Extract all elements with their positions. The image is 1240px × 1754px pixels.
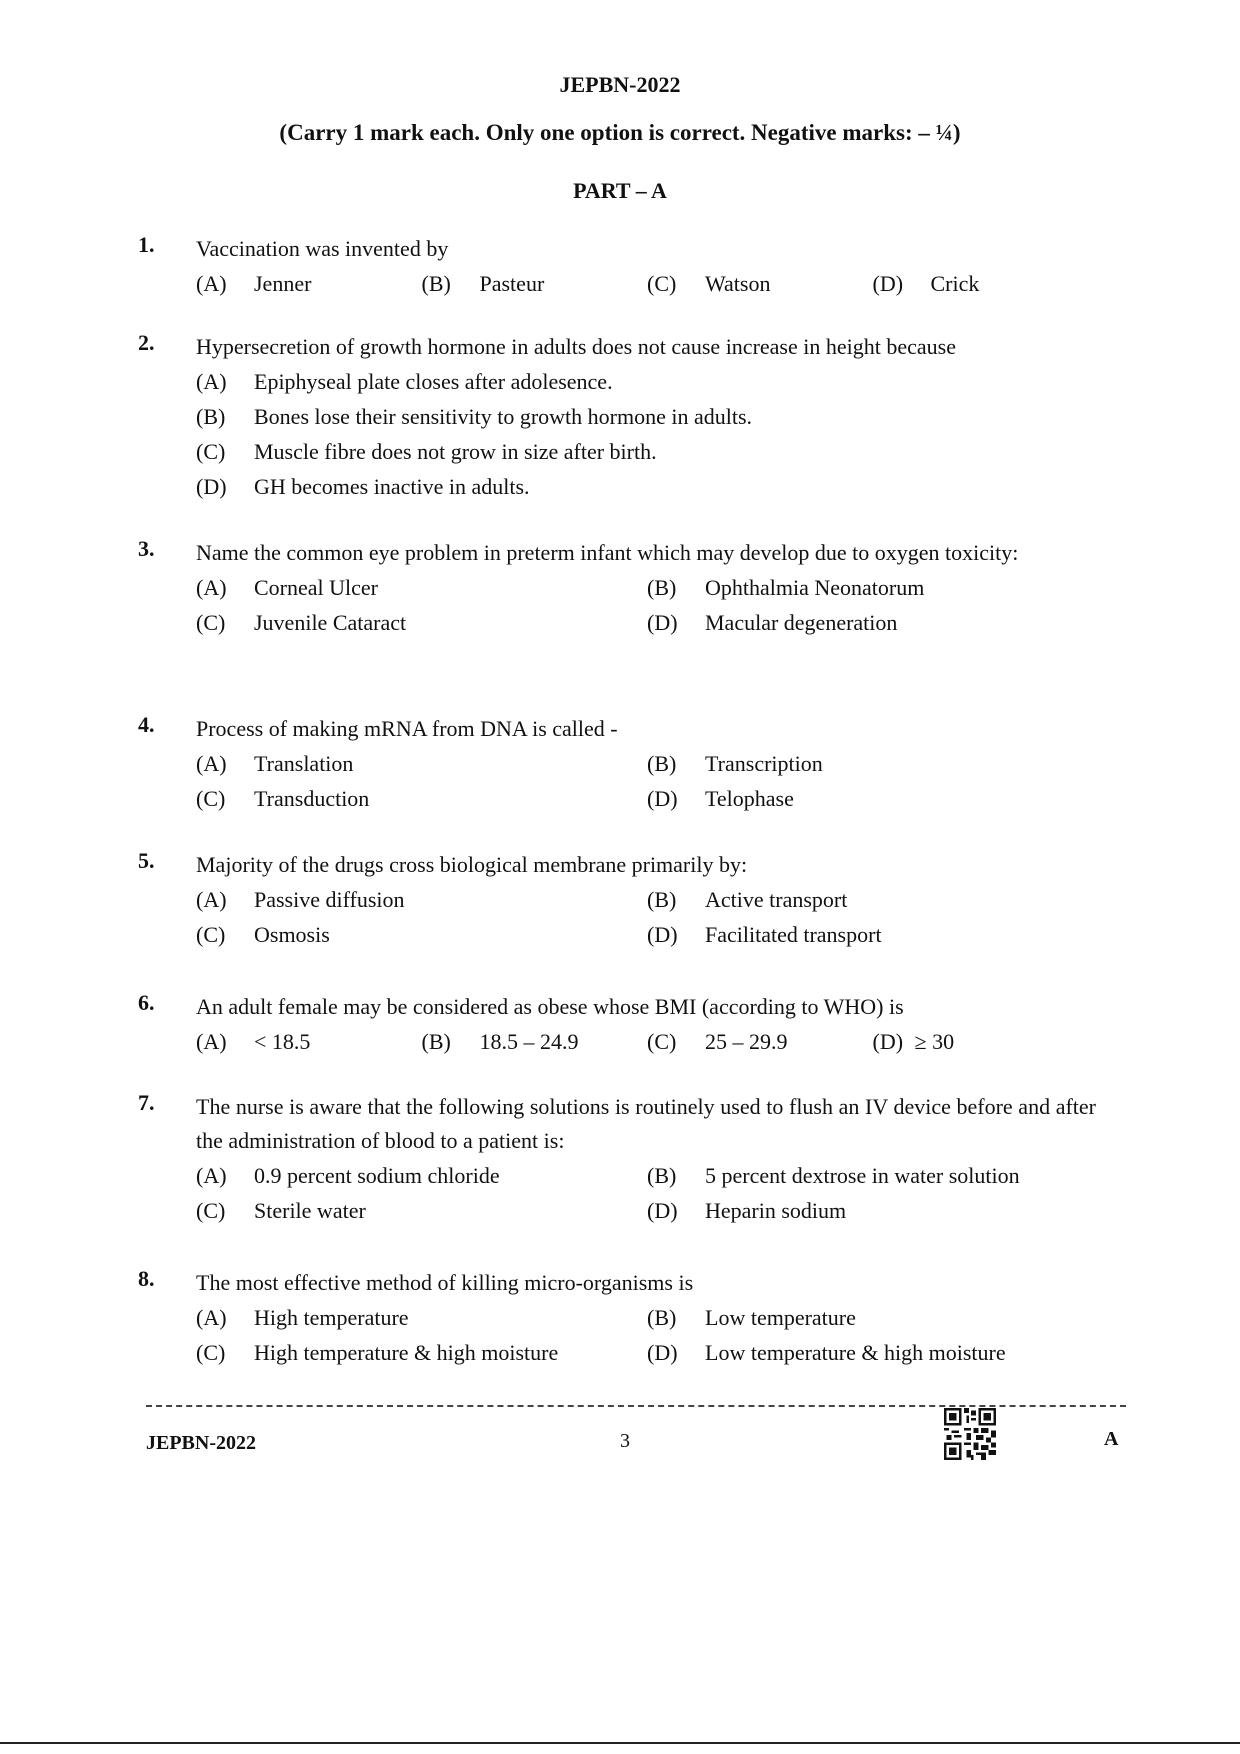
question-number: 6. <box>138 990 155 1015</box>
option-d[interactable] <box>647 1193 1098 1228</box>
option-label: (B) <box>647 751 677 776</box>
option-label: (A) <box>196 887 227 912</box>
option-text: High temperature <box>254 1305 409 1330</box>
question-2 <box>138 330 1098 504</box>
option-label: (C) <box>196 439 226 464</box>
question-3 <box>138 536 1098 640</box>
option-a[interactable] <box>196 570 647 605</box>
option-text: Ophthalmia Neonatorum <box>705 575 925 600</box>
question-6 <box>138 990 1098 1059</box>
question-text: Hypersecretion of growth hormone in adults does not cause increase in height because <box>196 334 956 359</box>
question-text: Majority of the drugs cross biological membrane primarily by: <box>196 852 748 877</box>
question-number: 8. <box>138 1266 155 1291</box>
option-label: (C) <box>196 786 226 811</box>
option-label: (B) <box>647 575 677 600</box>
option-a[interactable] <box>196 746 647 781</box>
option-text: 18.5 – 24.9 <box>479 1029 579 1054</box>
question-text: The most effective method of killing micro-organisms is <box>196 1270 694 1295</box>
option-text: Transduction <box>254 786 370 811</box>
option-text: 5 percent dextrose in water solution <box>705 1163 1020 1188</box>
option-label: (D) <box>647 786 678 811</box>
option-b[interactable] <box>647 882 1098 917</box>
option-c[interactable] <box>647 266 873 301</box>
option-label: (B) <box>421 1029 451 1054</box>
option-text: 25 – 29.9 <box>705 1029 788 1054</box>
option-text: Transcription <box>705 751 823 776</box>
page-number: 3 <box>620 1430 630 1452</box>
option-text: < 18.5 <box>254 1029 311 1054</box>
option-text: Corneal Ulcer <box>254 575 378 600</box>
question-1 <box>138 232 1098 301</box>
page-bottom-border <box>0 1742 1240 1744</box>
option-label: (B) <box>647 887 677 912</box>
option-text: Jenner <box>254 271 312 296</box>
option-text: Sterile water <box>254 1198 366 1223</box>
option-label: (D) <box>647 1340 678 1365</box>
option-d[interactable] <box>873 1024 1099 1059</box>
option-label: (B) <box>647 1305 677 1330</box>
option-b[interactable] <box>647 1158 1098 1193</box>
option-label: (D) <box>872 1029 904 1054</box>
option-label: (C) <box>196 922 226 947</box>
option-label: (D) <box>647 1198 678 1223</box>
option-text: Active transport <box>705 887 848 912</box>
option-b[interactable] <box>647 1300 1098 1335</box>
option-text: Low temperature & high moisture <box>705 1340 1006 1365</box>
option-text: High temperature & high moisture <box>254 1340 559 1365</box>
option-label: (C) <box>196 610 226 635</box>
option-b[interactable] <box>196 399 1076 434</box>
option-d[interactable] <box>647 1335 1098 1370</box>
question-4 <box>138 712 1098 816</box>
option-label: (A) <box>196 575 227 600</box>
option-a[interactable] <box>196 1024 422 1059</box>
option-text: Juvenile Cataract <box>254 610 407 635</box>
option-text: Facilitated transport <box>705 922 882 947</box>
option-c[interactable] <box>196 781 647 816</box>
option-label: (D) <box>872 271 904 296</box>
option-text: Muscle fibre does not grow in size after birth. <box>254 439 657 464</box>
option-b[interactable] <box>647 746 1098 781</box>
option-label: (B) <box>196 404 226 429</box>
option-text: Epiphyseal plate closes after adolesence. <box>254 369 613 394</box>
option-label: (D) <box>196 474 227 499</box>
footer-divider <box>146 1405 1126 1407</box>
option-text: Heparin sodium <box>705 1198 847 1223</box>
option-label: (D) <box>647 610 678 635</box>
question-text: Vaccination was invented by <box>196 236 449 261</box>
option-a[interactable] <box>196 1158 647 1193</box>
option-label: (A) <box>196 1305 227 1330</box>
part-heading: PART – A <box>573 178 667 203</box>
question-text: Name the common eye problem in preterm infant which may develop due to oxygen toxicity: <box>196 540 1019 565</box>
question-number: 2. <box>138 330 155 355</box>
question-number: 5. <box>138 848 155 873</box>
option-text: Passive diffusion <box>254 887 405 912</box>
option-label: (C) <box>196 1198 226 1223</box>
option-label: (D) <box>647 922 678 947</box>
option-a[interactable] <box>196 882 647 917</box>
option-label: (B) <box>647 1163 677 1188</box>
footer-exam-code: JEPBN-2022 <box>146 1432 256 1454</box>
question-number: 4. <box>138 712 155 737</box>
option-text: GH becomes inactive in adults. <box>254 474 530 499</box>
question-number: 1. <box>138 232 155 257</box>
option-d[interactable] <box>647 917 1098 952</box>
option-label: (A) <box>196 1029 227 1054</box>
question-set-code: A <box>1104 1428 1119 1450</box>
exam-code-heading: JEPBN-2022 <box>559 72 681 97</box>
option-b[interactable] <box>422 266 648 301</box>
option-text: Pasteur <box>479 271 545 296</box>
option-text: Osmosis <box>254 922 330 947</box>
option-label: (C) <box>196 1340 226 1365</box>
option-c[interactable] <box>647 1024 873 1059</box>
option-d[interactable] <box>196 469 1076 504</box>
option-label: (A) <box>196 369 227 394</box>
option-c[interactable] <box>196 1335 647 1370</box>
option-d[interactable] <box>647 781 1098 816</box>
qr-code-icon <box>944 1408 996 1460</box>
option-c[interactable] <box>196 605 647 640</box>
option-text: Crick <box>930 271 980 296</box>
option-d[interactable] <box>647 605 1098 640</box>
question-8 <box>138 1266 1098 1370</box>
option-b[interactable] <box>647 570 1098 605</box>
question-number: 3. <box>138 536 155 561</box>
option-text: Low temperature <box>705 1305 856 1330</box>
question-5 <box>138 848 1098 952</box>
option-c[interactable] <box>196 434 1076 469</box>
option-c[interactable] <box>196 1193 647 1228</box>
question-7 <box>138 1090 1098 1228</box>
option-text: 0.9 percent sodium chloride <box>254 1163 500 1188</box>
marking-instruction: (Carry 1 mark each. Only one option is correct. Negative marks: – ¼) <box>279 120 961 145</box>
option-label: (A) <box>196 751 227 776</box>
option-text: Macular degeneration <box>705 610 898 635</box>
option-d[interactable] <box>873 266 1099 301</box>
option-label: (B) <box>421 271 451 296</box>
option-label: (A) <box>196 271 227 296</box>
option-a[interactable] <box>196 364 1076 399</box>
option-b[interactable] <box>422 1024 648 1059</box>
question-text: An adult female may be considered as obese whose BMI (according to WHO) is <box>196 994 904 1019</box>
option-text: Watson <box>705 271 771 296</box>
option-c[interactable] <box>196 917 647 952</box>
option-label: (A) <box>196 1163 227 1188</box>
question-text: Process of making mRNA from DNA is called - <box>196 716 618 741</box>
question-number: 7. <box>138 1090 155 1115</box>
option-text: Bones lose their sensitivity to growth hormone in adults. <box>254 404 753 429</box>
option-text: ≥ 30 <box>914 1029 955 1054</box>
option-text: Translation <box>254 751 354 776</box>
option-label: (C) <box>647 1029 677 1054</box>
option-label: (C) <box>647 271 677 296</box>
option-a[interactable] <box>196 266 422 301</box>
question-text: The nurse is aware that the following solutions is routinely used to flush an IV device before and after the administration of blood to a patient is: <box>196 1094 1096 1153</box>
option-text: Telophase <box>705 786 794 811</box>
option-a[interactable] <box>196 1300 647 1335</box>
